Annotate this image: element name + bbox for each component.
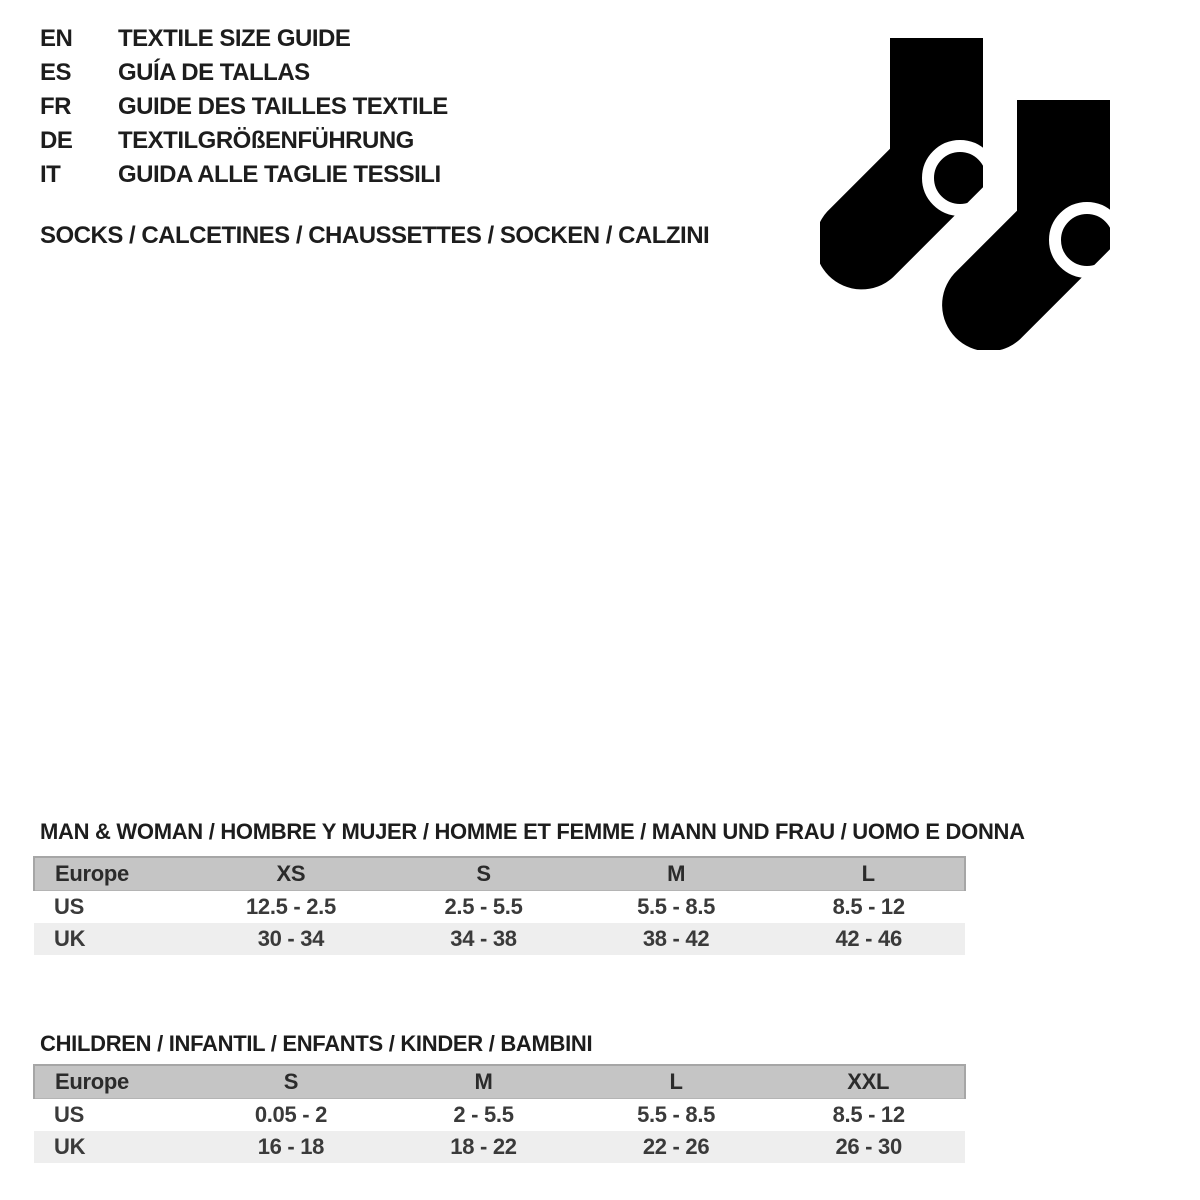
size-table-man-woman (33, 856, 966, 955)
language-title-block (40, 22, 448, 192)
language-code: EN (40, 25, 73, 52)
size-value: 34 - 38 (450, 926, 517, 951)
language-title: GUIDA ALLE TAGLIE TESSILI (118, 161, 441, 188)
size-value: 16 - 18 (257, 1134, 325, 1159)
size-value: 18 - 22 (450, 1134, 517, 1159)
table-row-uk (34, 923, 965, 955)
table-row-us (34, 891, 965, 924)
category-line: SOCKS / CALCETINES / CHAUSSETTES / SOCKEN / CALZINI (40, 222, 710, 249)
language-code: IT (40, 161, 61, 188)
size-value: 42 - 46 (835, 926, 902, 951)
region-label: UK (54, 926, 86, 951)
language-title: GUÍA DE TALLAS (118, 59, 310, 86)
language-title: TEXTILGRÖßENFÜHRUNG (118, 127, 414, 154)
section-title-children: CHILDREN / INFANTIL / ENFANTS / KINDER / BAMBINI (40, 1031, 593, 1056)
language-title: GUIDE DES TAILLES TEXTILE (118, 93, 448, 120)
language-title: TEXTILE SIZE GUIDE (118, 25, 351, 52)
sock-left (820, 38, 992, 289)
column-header-size: S (387, 857, 580, 891)
language-row-fr (40, 90, 448, 124)
column-header-size: XXL (772, 1065, 965, 1099)
size-value: 5.5 - 8.5 (637, 894, 716, 919)
size-value: 38 - 42 (642, 926, 710, 951)
region-label: US (54, 894, 84, 919)
language-row-it (40, 158, 448, 192)
table-row-uk (34, 1131, 965, 1163)
language-row-de (40, 124, 448, 158)
section-title-man-woman: MAN & WOMAN / HOMBRE Y MUJER / HOMME ET FEMME / MANN UND FRAU / UOMO E DONNA (40, 819, 1025, 844)
size-value: 8.5 - 12 (832, 894, 905, 919)
column-header-size: L (772, 857, 965, 891)
region-label: US (54, 1102, 84, 1127)
column-header-size: M (580, 857, 773, 891)
table-row-us (34, 1099, 965, 1132)
language-row-en (40, 22, 448, 56)
language-row-es (40, 56, 448, 90)
size-value: 5.5 - 8.5 (637, 1102, 716, 1127)
size-value: 26 - 30 (835, 1134, 902, 1159)
size-value: 12.5 - 2.5 (245, 894, 336, 919)
region-label: UK (54, 1134, 86, 1159)
language-code: DE (40, 127, 73, 154)
language-code: FR (40, 93, 71, 120)
language-code: ES (40, 59, 72, 86)
size-table-children (33, 1064, 966, 1163)
size-value: 8.5 - 12 (832, 1102, 905, 1127)
size-value: 22 - 26 (642, 1134, 710, 1159)
size-value: 2 - 5.5 (453, 1102, 514, 1127)
column-header-size: M (387, 1065, 580, 1099)
table-header-row (34, 857, 965, 891)
column-header-size: L (580, 1065, 773, 1099)
column-header-europe: Europe (34, 857, 195, 891)
socks-icon (820, 30, 1140, 350)
table-header-row (34, 1065, 965, 1099)
size-value: 0.05 - 2 (254, 1102, 328, 1127)
column-header-size: XS (195, 857, 388, 891)
column-header-size: S (195, 1065, 388, 1099)
size-value: 2.5 - 5.5 (444, 894, 523, 919)
size-value: 30 - 34 (257, 926, 325, 951)
column-header-europe: Europe (34, 1065, 195, 1099)
